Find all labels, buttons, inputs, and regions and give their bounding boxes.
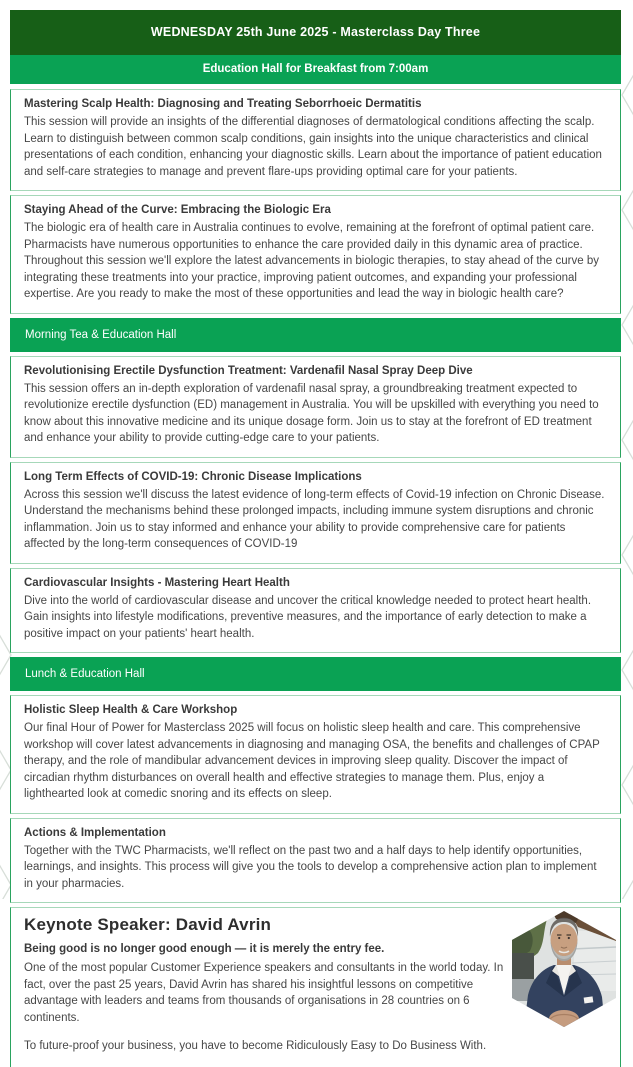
session-description: This session will provide an insights of the differential diagnoses of dermatological conditions affecting the scalp. Learn to distinguish between common scalp conditions, gain insights into the unique characteristics and clinical presentations of each condition, enhancing your diagnostic skills. Learn about the importance of patient education and self-care strategies to manage and prevent flare-ups providing optimal care for your patients.: [24, 116, 602, 178]
speaker-photo: [512, 911, 616, 1027]
day-header: WEDNESDAY 25th June 2025 - Masterclass Day Three: [10, 10, 621, 55]
keynote-tagline: Being good is no longer good enough — it is merely the entry fee.: [24, 943, 385, 955]
session-description: Across this session we'll discuss the latest evidence of long-term effects of Covid-19 infection on Chronic Disease. Understand the mechanisms behind these prolonged impacts, including immune system disruptions and chronic inflammation. Join us to stay informed and enhance your ability to provide comprehensive care for patients affected by the long-term consequences of COVID-19: [24, 488, 605, 550]
session-title: Long Term Effects of COVID-19: Chronic Disease Implications: [24, 470, 362, 483]
session-title: Actions & Implementation: [24, 826, 166, 839]
keynote-speaker-block: [10, 907, 621, 1067]
session-description: Dive into the world of cardiovascular disease and uncover the critical knowledge needed to protect heart health. Gain insights into lifestyle modifications, preventive measures, and the importance of early detection to make a positive impact on your patients' heart health.: [24, 594, 592, 640]
keynote-text: [24, 915, 507, 1055]
keynote-closing: To future-proof your business, you have to become Ridiculously Easy to Do Business With.: [24, 1040, 487, 1052]
keynote-bio: One of the most popular Customer Experience speakers and consultants in the world today. In fact, over the past 25 years, David Avrin has shared his insightful lessons on competitive advantage with leaders and teams from thousands of organisations in 28 countries on 6 continents.: [24, 962, 504, 1024]
session-title: Staying Ahead of the Curve: Embracing the Biologic Era: [24, 204, 331, 216]
keynote-heading: Keynote Speaker: David Avrin: [24, 915, 272, 934]
breakfast-banner: Education Hall for Breakfast from 7:00am: [10, 55, 621, 84]
session-block-ed-treatment: [10, 356, 621, 458]
schedule-band-lunch: Lunch & Education Hall: [10, 657, 621, 691]
session-description: Our final Hour of Power for Masterclass 2025 will focus on holistic sleep health and care. This comprehensive workshop will cover latest advancements in diagnosing and managing OSA, the benefits and challenges of CPAP therapy, and the role of mandibular advancement devices in improving sleep quality. Discover the impact of circadian rhythm disturbances on overall health and effective strategies to manage them. Plus, enjoy a lighthearted look at comedic snoring and its effects on sleep.: [24, 722, 600, 800]
session-title: Cardiovascular Insights - Mastering Heart Health: [24, 576, 290, 589]
session-block-actions-implementation: [10, 818, 621, 904]
session-block-sleep-workshop: [10, 695, 621, 814]
schedule-band-morning-tea: Morning Tea & Education Hall: [10, 318, 621, 352]
session-description: Together with the TWC Pharmacists, we'll reflect on the past two and a half days to help identify opportunities, learnings, and insights. This process will give you the tools to develop a comprehensive action plan to implement in your pharmacies.: [24, 844, 597, 890]
session-block-scalp-health: [10, 89, 621, 191]
session-block-covid-effects: [10, 462, 621, 564]
session-title: Holistic Sleep Health & Care Workshop: [24, 704, 238, 716]
session-block-biologic-era: [10, 195, 621, 314]
session-block-cardiovascular: [10, 568, 621, 654]
session-title: Revolutionising Erectile Dysfunction Treatment: Vardenafil Nasal Spray Deep Dive: [24, 364, 473, 377]
session-title: Mastering Scalp Health: Diagnosing and Treating Seborrhoeic Dermatitis: [24, 98, 422, 110]
session-description: This session offers an in-depth exploration of vardenafil nasal spray, a groundbreaking treatment expected to revolutionize erectile dysfunction (ED) management in Australia. You will be upskilled with everything you need to know about this innovative medicine and its unique dosage form. Join us to stay at the forefront of ED treatment and enhance your ability to provide cutting-edge care to your patients.: [24, 382, 599, 444]
session-description: The biologic era of health care in Australia continues to evolve, remaining at the forefront of optimal patient care. Pharmacists have numerous opportunities to enhance the care provided daily in this dynamic area of practice. Throughout this session we'll explore the latest advancements in biologic therapies, to stay ahead of the curve by integrating these treatments into your practice, improving patient outcomes, and expanding your professional expertise. Are you ready to make the most of these opportunities and lead the way in biologic health care?: [24, 222, 599, 300]
